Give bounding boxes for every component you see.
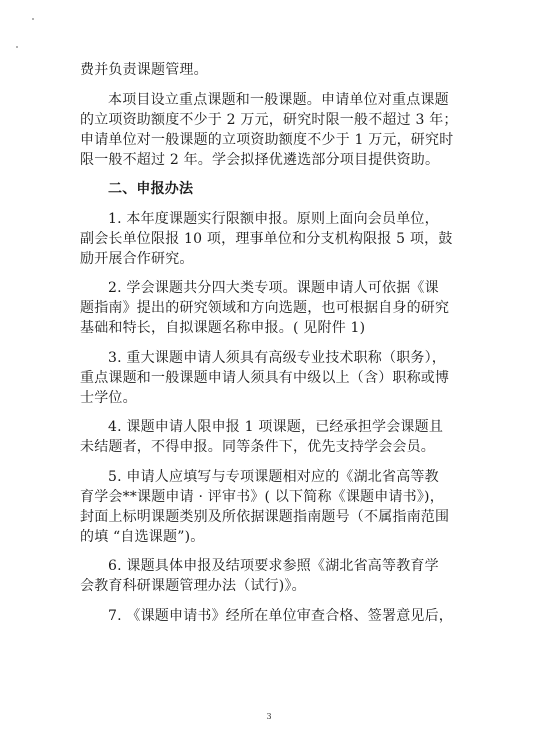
text-line: 励开展合作研究。 [80, 250, 194, 267]
paragraph [80, 60, 470, 80]
paragraph [80, 90, 470, 170]
text-line: 本项目设立重点课题和一般课题。申请单位对重点课题 [108, 91, 449, 108]
paragraph [80, 348, 470, 408]
text-line: 副会长单位限报 10 项，理事单位和分支机构限报 5 项，鼓 [80, 230, 453, 247]
section-heading [80, 179, 470, 199]
text-line: 育学会**课题申请 · 评审书》( 以下简称《课题申请书》)， [80, 488, 444, 505]
text-line: 封面上标明课题类别及所依据课题指南题号（不属指南范围 [80, 508, 450, 525]
paragraph [80, 467, 470, 547]
text-line: 限一般不超过 2 年。学会拟择优遴选部分项目提供资助。 [80, 151, 440, 168]
text-line: 会教育科研课题管理办法（试行)》。 [80, 578, 306, 594]
text-line: 2. 学会课题共分四大类专项。课题申请人可依据《课 [108, 280, 439, 296]
text-line: 二、申报办法 [108, 181, 194, 197]
text-line: 4. 课题申请人限申报 1 项课题，已经承担学会课题且 [108, 419, 444, 435]
text-line: 士学位。 [80, 389, 137, 406]
page-number: 3 [266, 712, 272, 721]
paragraph [80, 556, 470, 596]
text-line: 费并负责课题管理。 [80, 62, 208, 78]
text-line: 题指南》提出的研究领域和方向选题，也可根据自身的研究 [80, 300, 450, 316]
text-line: 未结题者，不得申报。同等条件下，优先支持学会会员。 [80, 439, 435, 455]
scan-speck [32, 18, 34, 20]
scan-speck [16, 46, 18, 48]
text-line: 1. 本年度课题实行限额申报。原则上面向会员单位， [108, 210, 439, 227]
text-line: 重点课题和一般课题申请人须具有中级以上（含）职称或博 [80, 369, 450, 386]
text-line: 的填 “自选课题”)。 [80, 528, 205, 545]
document-body [80, 60, 470, 626]
text-line: 7. 《课题申请书》经所在单位审查合格、签署意见后， [108, 607, 454, 624]
paragraph [80, 209, 470, 269]
text-line: 的立项资助额度不少于 2 万元，研究时限一般不超过 3 年； [80, 111, 458, 128]
text-line: 6. 课题具体申报及结项要求参照《湖北省高等教育学 [108, 558, 439, 574]
text-line: 3. 重大课题申请人须具有高级专业技术职称（职务）， [108, 349, 447, 366]
paragraph [80, 417, 470, 457]
text-line: 基础和特长，自拟课题名称申报。( 见附件 1) [80, 320, 366, 336]
paragraph [80, 606, 470, 626]
paragraph [80, 278, 470, 338]
text-line: 5. 申请人应填写与专项课题相对应的《湖北省高等教 [108, 468, 439, 485]
text-line: 申请单位对一般课题的立项资助额度不少于 1 万元，研究时 [80, 131, 454, 148]
